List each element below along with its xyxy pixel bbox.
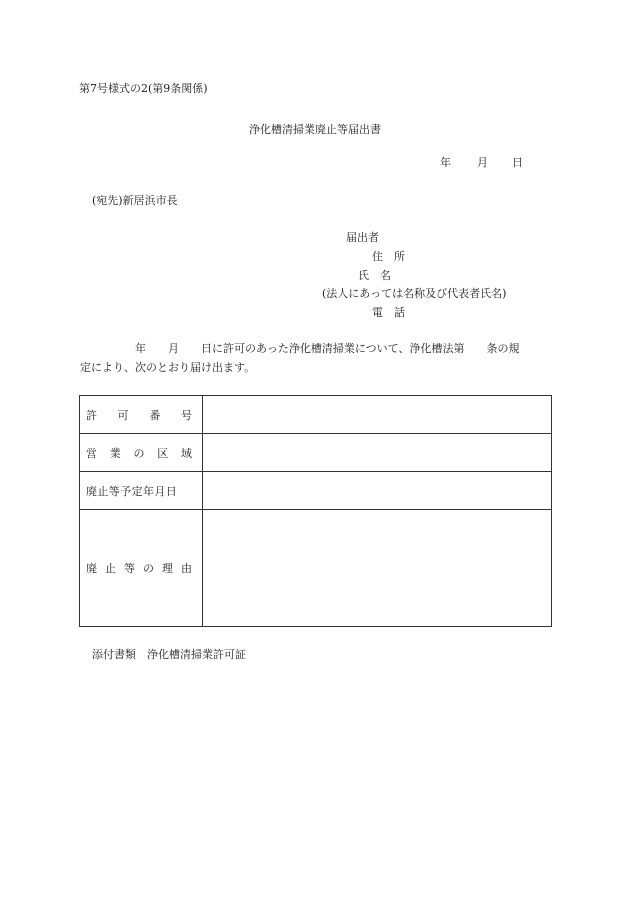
form-number: 第7号様式の2(第9条関係) [79, 82, 208, 95]
label-char: 営 [86, 446, 97, 460]
label-char: 理 [162, 562, 173, 575]
body-text-line-1: 年 月 日に許可のあった浄化槽清掃業について、浄化槽法第 条の規 [80, 342, 520, 355]
label-char: 止 [105, 562, 116, 575]
planned-date-label-text: 廃止等予定年月日 [86, 484, 178, 498]
label-char: 可 [117, 408, 129, 422]
label-char: 許 [86, 408, 97, 422]
applicant-phone-label: 電 話 [372, 306, 405, 319]
date-year: 年 [440, 156, 451, 169]
planned-date-field[interactable] [203, 472, 552, 510]
label-char: 業 [109, 446, 121, 460]
table-row-business-area [80, 434, 552, 472]
label-char: 等 [124, 562, 135, 575]
applicant-name-label: 氏 名 [358, 269, 391, 282]
business-area-field[interactable] [203, 434, 552, 472]
table-row-permit-number [80, 396, 552, 434]
table-row-planned-date [80, 472, 552, 510]
notification-table [79, 395, 552, 627]
document-title: 浄化槽清掃業廃止等届出書 [249, 123, 381, 136]
label-char: の [133, 446, 145, 460]
label-char: 区 [157, 446, 169, 460]
reason-field[interactable] [203, 510, 552, 627]
label-char: 域 [181, 446, 192, 460]
applicant-heading: 届出者 [346, 231, 379, 244]
applicant-address-label: 住 所 [372, 250, 405, 263]
permit-number-label [80, 396, 203, 434]
table-row-reason [80, 510, 552, 627]
planned-date-label [80, 472, 203, 510]
addressee: (宛先)新居浜市長 [92, 194, 178, 207]
label-char: の [143, 562, 154, 575]
permit-number-field[interactable] [203, 396, 552, 434]
label-char: 番 [149, 408, 161, 422]
date-day: 日 [512, 156, 523, 169]
label-char: 号 [180, 408, 192, 422]
date-month: 月 [477, 156, 488, 169]
date-line [440, 156, 523, 169]
attachment-note: 添付書類 浄化槽清掃業許可証 [92, 648, 246, 661]
label-char: 由 [181, 562, 192, 575]
label-char: 廃 [86, 562, 97, 575]
reason-label [80, 510, 203, 627]
applicant-corporate-note: (法人にあっては名称及び代表者氏名) [322, 287, 507, 300]
business-area-label [80, 434, 203, 472]
body-text-line-2: 定により、次のとおり届け出ます。 [80, 361, 256, 374]
